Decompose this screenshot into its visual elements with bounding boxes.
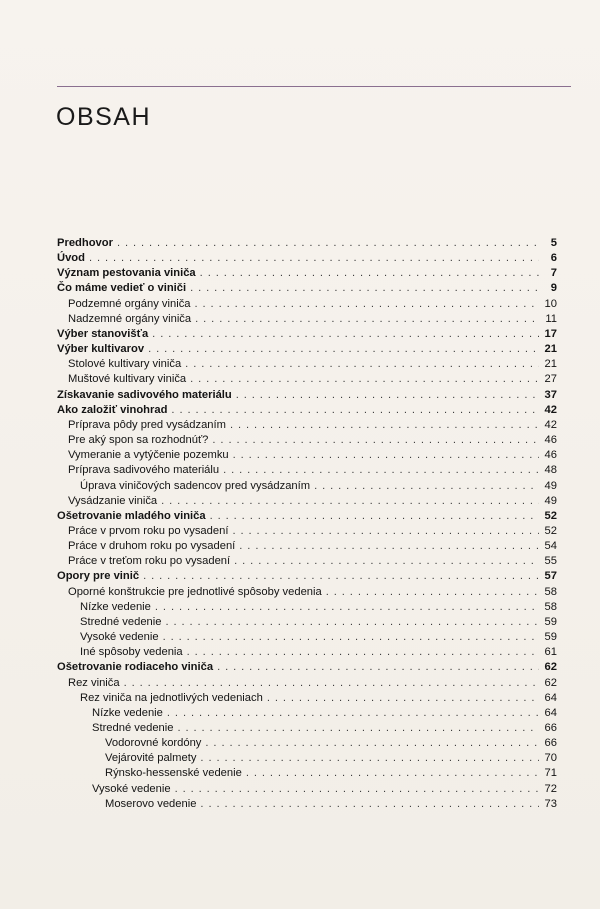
toc-subentry bbox=[57, 691, 557, 706]
toc-subentry bbox=[57, 418, 557, 433]
toc-subentry bbox=[57, 706, 557, 721]
toc-page-number: 70 bbox=[544, 752, 557, 765]
toc-entry-title: Predhovor bbox=[57, 237, 113, 249]
toc-subentry bbox=[57, 463, 557, 478]
toc-entry-title: Práce v prvom roku po vysadení bbox=[68, 524, 229, 537]
toc-dot-leader bbox=[117, 236, 539, 251]
toc-dot-leader bbox=[267, 691, 539, 706]
toc-subentry bbox=[57, 615, 557, 630]
toc-entry-title: Ako založiť vinohrad bbox=[57, 403, 168, 416]
toc-page-number: 42 bbox=[544, 403, 557, 416]
toc-dot-leader bbox=[171, 403, 539, 418]
toc-subentry bbox=[57, 676, 557, 691]
toc-page-number: 71 bbox=[544, 767, 557, 780]
toc-page-number: 49 bbox=[544, 479, 557, 492]
toc-page-number: 11 bbox=[545, 312, 557, 325]
toc-dot-leader bbox=[200, 751, 539, 766]
toc-dot-leader bbox=[246, 766, 539, 781]
toc-entry-title: Nadzemné orgány viniča bbox=[68, 312, 192, 325]
toc-subentry bbox=[57, 448, 557, 463]
page-title: OBSAH bbox=[56, 103, 152, 131]
toc-entry-title: Výber kultivarov bbox=[57, 343, 145, 356]
toc-entry-title: Muštové kultivary viniča bbox=[68, 373, 187, 386]
toc-subentry bbox=[57, 539, 557, 554]
toc-dot-leader bbox=[217, 660, 539, 675]
toc-subentry bbox=[57, 751, 557, 766]
toc-subentry bbox=[57, 357, 557, 372]
toc-entry-title: Rez viniča na jednotlivých vedeniach bbox=[80, 691, 263, 704]
toc-chapter-entry bbox=[57, 509, 557, 524]
toc-dot-leader bbox=[234, 554, 539, 569]
toc-dot-leader bbox=[200, 266, 539, 281]
toc-dot-leader bbox=[163, 630, 539, 645]
toc-dot-leader bbox=[124, 676, 539, 691]
toc-dot-leader bbox=[195, 297, 539, 312]
toc-entry-title: Vodorovné kordóny bbox=[105, 737, 202, 750]
toc-entry-title: Ošetrovanie rodiaceho viniča bbox=[57, 661, 214, 674]
toc-dot-leader bbox=[152, 327, 539, 342]
toc-page-number: 48 bbox=[544, 464, 557, 477]
table-of-contents bbox=[57, 236, 557, 812]
toc-entry-title: Vysoké vedenie bbox=[80, 631, 159, 644]
toc-entry-title: Stredné vedenie bbox=[80, 615, 162, 628]
toc-page-number: 64 bbox=[544, 691, 557, 704]
toc-entry-title: Podzemné orgány viniča bbox=[68, 297, 191, 310]
toc-dot-leader bbox=[233, 448, 539, 463]
toc-dot-leader bbox=[190, 281, 539, 296]
toc-page-number: 46 bbox=[544, 449, 557, 462]
toc-subentry bbox=[57, 782, 557, 797]
toc-dot-leader bbox=[143, 569, 539, 584]
toc-page-number: 59 bbox=[544, 631, 557, 644]
toc-entry-title: Výber stanovišťa bbox=[57, 327, 149, 340]
toc-subentry bbox=[57, 585, 557, 600]
toc-dot-leader bbox=[148, 342, 539, 357]
toc-page-number: 10 bbox=[544, 297, 557, 310]
toc-entry-title: Oporné konštrukcie pre jednotlivé spôsoby vedenia bbox=[68, 585, 322, 598]
toc-chapter-entry bbox=[57, 251, 557, 266]
toc-entry-title: Iné spôsoby vedenia bbox=[80, 646, 183, 659]
toc-entry-title: Príprava sadivového materiálu bbox=[68, 464, 220, 477]
toc-dot-leader bbox=[326, 585, 539, 600]
toc-dot-leader bbox=[190, 372, 539, 387]
toc-dot-leader bbox=[177, 721, 539, 736]
toc-page-number: 64 bbox=[544, 706, 557, 719]
toc-page-number: 62 bbox=[544, 661, 557, 674]
toc-page-number: 58 bbox=[544, 600, 557, 613]
toc-entry-title: Moserovo vedenie bbox=[105, 797, 197, 810]
toc-entry-title: Práce v treťom roku po vysadení bbox=[68, 555, 231, 568]
toc-page-number: 54 bbox=[544, 540, 557, 553]
toc-page-number: 66 bbox=[544, 737, 557, 750]
toc-entry-title: Rez viniča bbox=[68, 676, 120, 689]
toc-page-number: 6 bbox=[550, 252, 557, 265]
toc-subentry bbox=[57, 554, 557, 569]
toc-entry-title: Príprava pôdy pred vysádzaním bbox=[68, 418, 226, 431]
toc-entry-title: Opory pre vinič bbox=[57, 570, 140, 583]
toc-page-number: 21 bbox=[544, 343, 557, 356]
toc-dot-leader bbox=[165, 615, 539, 630]
toc-dot-leader bbox=[195, 312, 539, 327]
toc-page-number: 59 bbox=[544, 615, 557, 628]
toc-entry-title: Čo máme vedieť o viniči bbox=[57, 282, 187, 295]
toc-subentry bbox=[57, 524, 557, 539]
toc-chapter-entry bbox=[57, 281, 557, 296]
toc-chapter-entry bbox=[57, 388, 557, 403]
toc-page-number: 62 bbox=[544, 676, 557, 689]
toc-page-number: 9 bbox=[550, 282, 557, 295]
toc-chapter-entry bbox=[57, 266, 557, 281]
toc-page-number: 27 bbox=[544, 373, 557, 386]
toc-dot-leader bbox=[223, 463, 539, 478]
toc-subentry bbox=[57, 766, 557, 781]
toc-subentry bbox=[57, 600, 557, 615]
toc-page-number: 52 bbox=[544, 524, 557, 537]
toc-subentry bbox=[57, 372, 557, 387]
toc-dot-leader bbox=[230, 418, 539, 433]
toc-page-number: 46 bbox=[544, 434, 557, 447]
toc-subentry bbox=[57, 433, 557, 448]
toc-chapter-entry bbox=[57, 660, 557, 675]
toc-dot-leader bbox=[185, 357, 539, 372]
toc-chapter-entry bbox=[57, 236, 557, 251]
toc-page-number: 58 bbox=[544, 585, 557, 598]
toc-entry-title: Vysoké vedenie bbox=[92, 782, 171, 795]
toc-entry-title: Ošetrovanie mladého viniča bbox=[57, 509, 206, 522]
toc-page-number: 72 bbox=[544, 782, 557, 795]
toc-dot-leader bbox=[200, 797, 539, 812]
toc-subentry bbox=[57, 312, 557, 327]
toc-chapter-entry bbox=[57, 569, 557, 584]
toc-entry-title: Význam pestovania viniča bbox=[57, 267, 196, 280]
toc-dot-leader bbox=[205, 736, 539, 751]
toc-dot-leader bbox=[239, 539, 539, 554]
toc-subentry bbox=[57, 797, 557, 812]
top-rule bbox=[57, 86, 571, 87]
toc-dot-leader bbox=[89, 251, 539, 266]
toc-page-number: 73 bbox=[544, 797, 557, 810]
toc-page-number: 37 bbox=[544, 388, 557, 401]
toc-dot-leader bbox=[210, 509, 539, 524]
toc-dot-leader bbox=[155, 600, 539, 615]
toc-entry-title: Stolové kultivary viniča bbox=[68, 358, 182, 371]
toc-subentry bbox=[57, 479, 557, 494]
toc-dot-leader bbox=[187, 645, 539, 660]
toc-entry-title: Získavanie sadivového materiálu bbox=[57, 388, 232, 401]
toc-dot-leader bbox=[314, 479, 539, 494]
toc-page-number: 57 bbox=[544, 570, 557, 583]
toc-subentry bbox=[57, 721, 557, 736]
toc-page-number: 49 bbox=[544, 494, 557, 507]
toc-page-number: 5 bbox=[550, 237, 557, 249]
toc-page-number: 42 bbox=[544, 418, 557, 431]
toc-page-number: 21 bbox=[544, 358, 557, 371]
toc-entry-title: Stredné vedenie bbox=[92, 722, 174, 734]
toc-subentry bbox=[57, 297, 557, 312]
toc-entry-title: Práce v druhom roku po vysadení bbox=[68, 540, 236, 553]
toc-entry-title: Vejárovité palmety bbox=[105, 752, 197, 765]
toc-dot-leader bbox=[161, 494, 539, 509]
toc-dot-leader bbox=[236, 388, 539, 403]
toc-entry-title: Rýnsko-hessenské vedenie bbox=[105, 767, 242, 780]
toc-dot-leader bbox=[175, 782, 539, 797]
toc-subentry bbox=[57, 494, 557, 509]
toc-subentry bbox=[57, 645, 557, 660]
toc-subentry bbox=[57, 736, 557, 751]
toc-page-number: 61 bbox=[544, 646, 557, 659]
toc-dot-leader bbox=[232, 524, 539, 539]
toc-page-number: 55 bbox=[544, 555, 557, 568]
toc-dot-leader bbox=[212, 433, 539, 448]
toc-entry-title: Úvod bbox=[57, 252, 85, 265]
toc-entry-title: Vysádzanie viniča bbox=[68, 494, 158, 507]
toc-page-number: 52 bbox=[544, 509, 557, 522]
toc-page-number: 17 bbox=[544, 327, 557, 340]
toc-entry-title: Nízke vedenie bbox=[92, 706, 163, 719]
toc-chapter-entry bbox=[57, 327, 557, 342]
toc-subentry bbox=[57, 630, 557, 645]
toc-dot-leader bbox=[167, 706, 539, 721]
toc-entry-title: Nízke vedenie bbox=[80, 600, 151, 613]
toc-page-number: 66 bbox=[544, 722, 557, 734]
toc-entry-title: Úprava viničových sadencov pred vysádzaním bbox=[80, 479, 311, 492]
toc-entry-title: Vymeranie a vytýčenie pozemku bbox=[68, 449, 229, 462]
toc-chapter-entry bbox=[57, 403, 557, 418]
toc-entry-title: Pre aký spon sa rozhodnúť? bbox=[68, 434, 209, 447]
toc-page-number: 7 bbox=[550, 267, 557, 280]
toc-chapter-entry bbox=[57, 342, 557, 357]
